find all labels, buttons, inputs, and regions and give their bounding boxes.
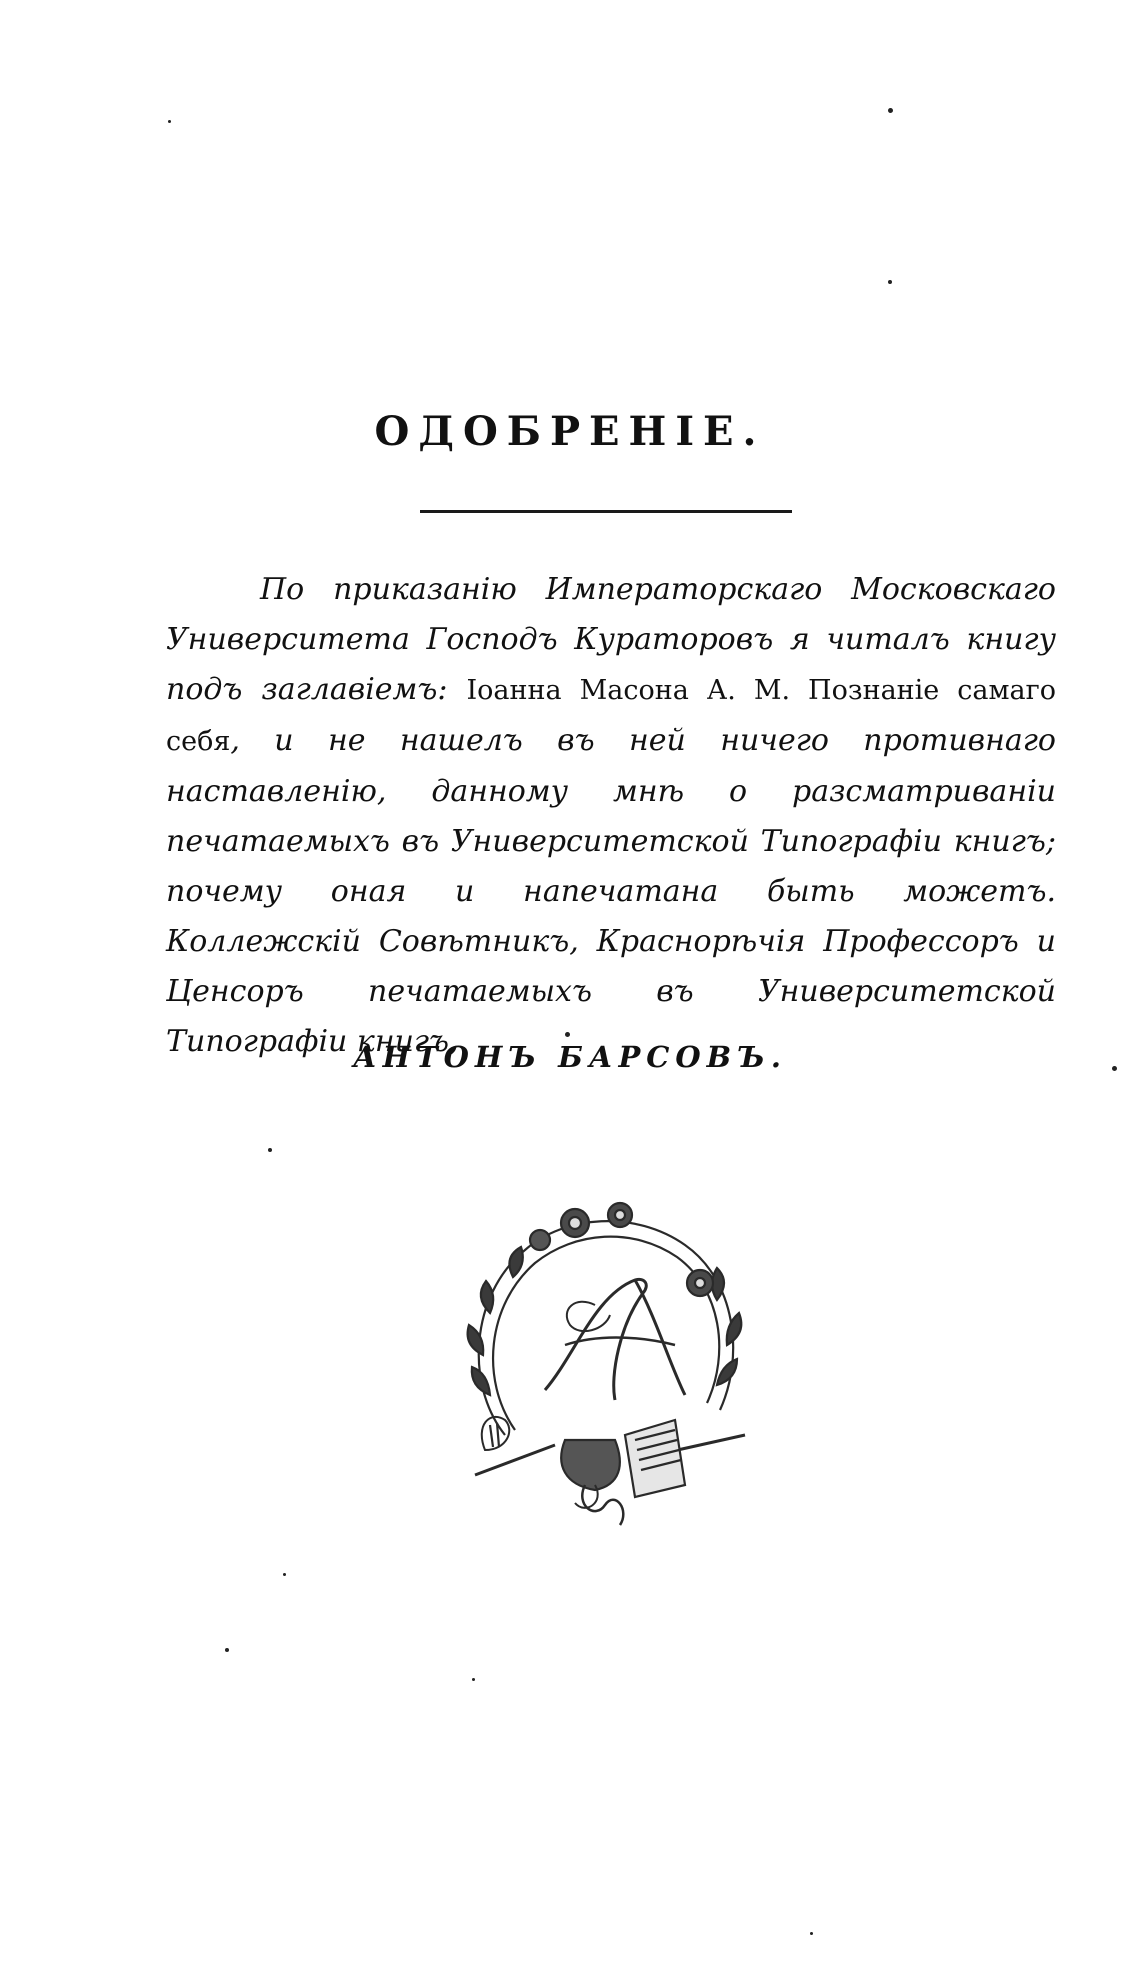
paper-speck xyxy=(888,108,893,113)
paper-speck xyxy=(283,1573,286,1576)
paper-speck xyxy=(168,120,171,123)
approval-text xyxy=(166,565,1056,1067)
approval-text-part-2: , и не нашелъ въ ней ничего противнаго наставленію, данному мнѣ о разсматриваніи печатаемыхъ въ Университетской Типографіи книгъ; почему оная и напечатана быть можетъ. Коллежскій Совѣтникъ, Краснорѣчія Профессоръ и Ценсоръ печатаемыхъ въ Университетской Типографіи книгъ, xyxy=(166,723,1056,1059)
paper-speck xyxy=(888,280,892,284)
title-rule xyxy=(420,510,792,513)
paper-speck xyxy=(810,1932,813,1935)
paper-speck xyxy=(1112,1066,1117,1071)
book-title-reference: Іоанна Масона А. М. Познаніе самаго себя xyxy=(166,675,1056,757)
paper-speck xyxy=(472,1678,475,1681)
paper-speck xyxy=(225,1648,229,1652)
paper-speck xyxy=(565,1032,570,1037)
page-title: ОДОБРЕНІЕ. xyxy=(374,408,766,455)
paper-speck xyxy=(268,1148,272,1152)
approval-text-part-1: По приказанію Императорскаго Московскаго Университета Господъ Кураторовъ я читалъ книгу подъ заглавіемъ: xyxy=(166,572,1056,707)
ornament-vignette xyxy=(445,1185,765,1530)
censor-signature: АНТОНЪ БАРСОВЪ. xyxy=(353,1040,787,1074)
